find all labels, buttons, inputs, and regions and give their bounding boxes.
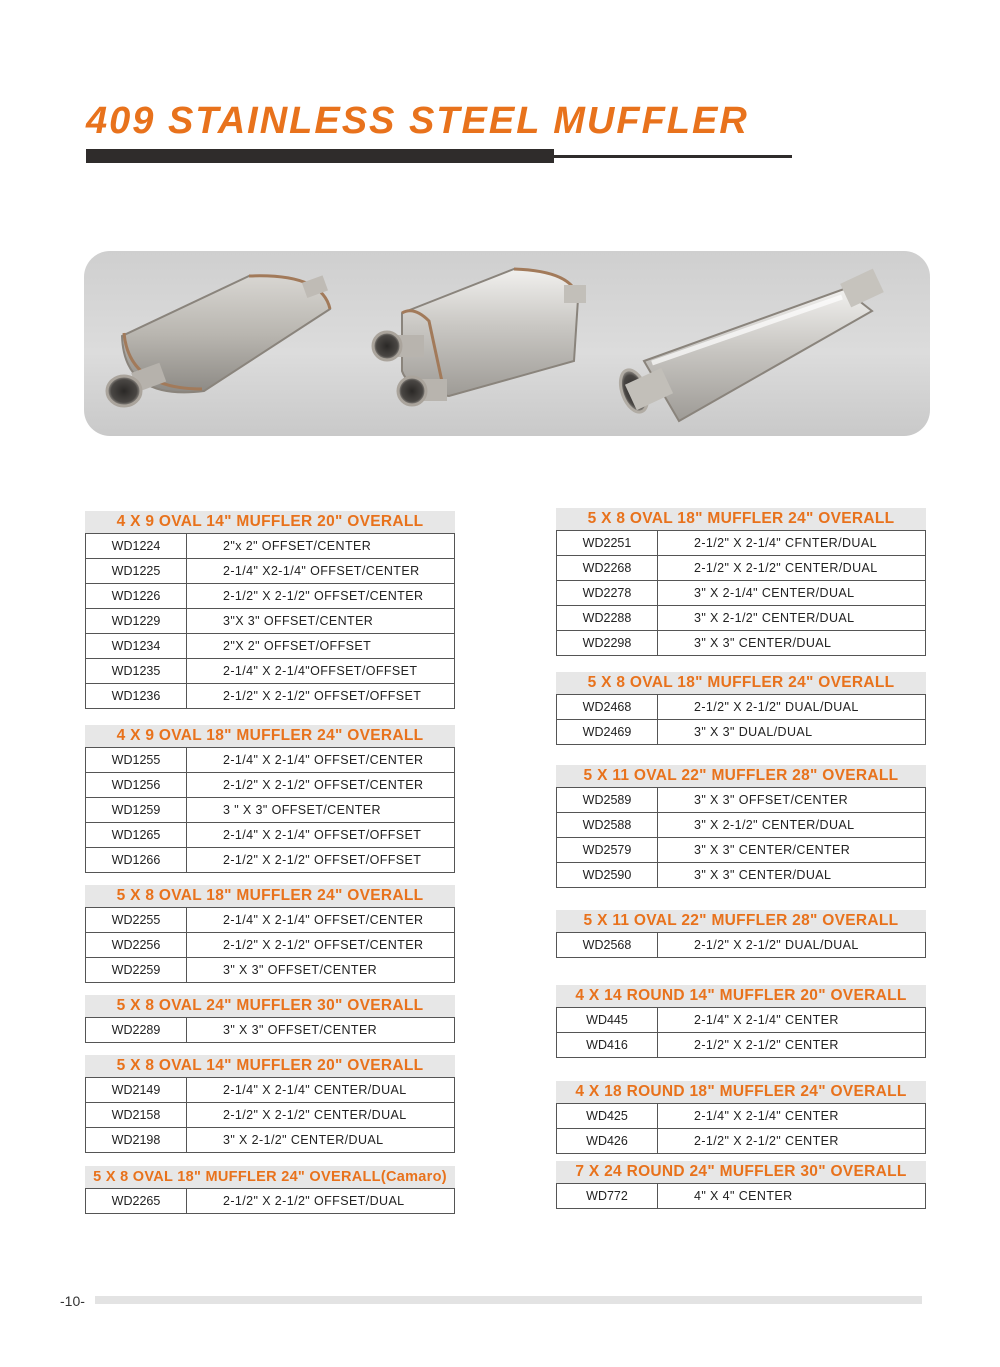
table-row bbox=[86, 534, 455, 559]
part-description: 4" X 4" CENTER bbox=[658, 1184, 926, 1209]
part-number: WD1266 bbox=[86, 848, 187, 873]
part-description: 2-1/2" X 2-1/2" CENTER bbox=[658, 1033, 926, 1058]
part-description: 2-1/2" X 2-1/2" CENTER/DUAL bbox=[658, 556, 926, 581]
spec-table bbox=[556, 1183, 926, 1209]
table-row bbox=[86, 634, 455, 659]
table-row bbox=[86, 933, 455, 958]
table-row bbox=[557, 581, 926, 606]
part-description: 3" X 3" OFFSET/CENTER bbox=[187, 958, 455, 983]
table-row bbox=[557, 788, 926, 813]
spec-section bbox=[85, 995, 455, 1043]
product-photo-band bbox=[84, 251, 930, 436]
part-description: 2-1/2" X 2-1/4" CFNTER/DUAL bbox=[658, 531, 926, 556]
spec-table bbox=[85, 907, 455, 983]
part-number: WD2256 bbox=[86, 933, 187, 958]
spec-section bbox=[556, 765, 926, 888]
section-title: 5 X 11 OVAL 22" MUFFLER 28" OVERALL bbox=[556, 765, 926, 787]
spec-table bbox=[85, 533, 455, 709]
table-row bbox=[86, 609, 455, 634]
part-description: 2-1/2" X 2-1/2" OFFSET/CENTER bbox=[187, 773, 455, 798]
table-row bbox=[86, 1078, 455, 1103]
part-number: WD1259 bbox=[86, 798, 187, 823]
part-number: WD1225 bbox=[86, 559, 187, 584]
part-number: WD1234 bbox=[86, 634, 187, 659]
table-row bbox=[86, 584, 455, 609]
part-description: 2-1/2" X 2-1/2" CENTER bbox=[658, 1129, 926, 1154]
part-description: 3" X 2-1/2" CENTER/DUAL bbox=[658, 606, 926, 631]
section-title: 5 X 8 OVAL 24" MUFFLER 30" OVERALL bbox=[85, 995, 455, 1017]
part-number: WD2469 bbox=[557, 720, 658, 745]
table-row bbox=[557, 813, 926, 838]
part-description: 3" X 3" OFFSET/CENTER bbox=[658, 788, 926, 813]
part-number: WD2278 bbox=[557, 581, 658, 606]
part-description: 3" X 2-1/2" CENTER/DUAL bbox=[187, 1128, 455, 1153]
part-number: WD2198 bbox=[86, 1128, 187, 1153]
part-description: 2-1/4" X 2-1/4"OFFSET/OFFSET bbox=[187, 659, 455, 684]
spec-section bbox=[85, 1166, 455, 1214]
section-title: 5 X 8 OVAL 18" MUFFLER 24" OVERALL bbox=[85, 885, 455, 907]
table-row bbox=[557, 531, 926, 556]
table-row bbox=[557, 720, 926, 745]
spec-table bbox=[556, 1103, 926, 1154]
table-row bbox=[86, 1103, 455, 1128]
footer-bar bbox=[95, 1296, 922, 1304]
part-description: 3" X 2-1/2" CENTER/DUAL bbox=[658, 813, 926, 838]
table-row bbox=[86, 748, 455, 773]
part-description: 3"X 3" OFFSET/CENTER bbox=[187, 609, 455, 634]
part-description: 2-1/4" X 2-1/4" CENTER bbox=[658, 1104, 926, 1129]
table-row bbox=[557, 556, 926, 581]
spec-section bbox=[85, 511, 455, 709]
table-row bbox=[86, 1189, 455, 1214]
table-row bbox=[86, 908, 455, 933]
part-number: WD2251 bbox=[557, 531, 658, 556]
spec-section bbox=[85, 725, 455, 873]
spec-table bbox=[556, 1007, 926, 1058]
part-description: 2-1/4" X 2-1/4" OFFSET/CENTER bbox=[187, 908, 455, 933]
table-row bbox=[86, 798, 455, 823]
spec-section bbox=[556, 508, 926, 656]
table-row bbox=[557, 1129, 926, 1154]
part-number: WD1224 bbox=[86, 534, 187, 559]
round-muffler-image bbox=[615, 269, 884, 421]
part-description: 3 " X 3" OFFSET/CENTER bbox=[187, 798, 455, 823]
dual-outlet-muffler-image bbox=[373, 269, 586, 405]
table-row bbox=[557, 863, 926, 888]
spec-table bbox=[556, 694, 926, 745]
part-number: WD2298 bbox=[557, 631, 658, 656]
part-description: 2-1/4" X 2-1/4" CENTER/DUAL bbox=[187, 1078, 455, 1103]
table-row bbox=[86, 684, 455, 709]
part-description: 3" X 2-1/4" CENTER/DUAL bbox=[658, 581, 926, 606]
page-title: 409 STAINLESS STEEL MUFFLER bbox=[86, 100, 749, 142]
title-underline-thick bbox=[86, 149, 554, 163]
part-number: WD1265 bbox=[86, 823, 187, 848]
oval-muffler-image bbox=[107, 275, 330, 406]
part-number: WD445 bbox=[557, 1008, 658, 1033]
table-row bbox=[557, 838, 926, 863]
spec-section bbox=[556, 910, 926, 958]
part-number: WD416 bbox=[557, 1033, 658, 1058]
part-number: WD2579 bbox=[557, 838, 658, 863]
spec-section bbox=[556, 985, 926, 1058]
table-row bbox=[86, 659, 455, 684]
table-row bbox=[557, 606, 926, 631]
part-number: WD2289 bbox=[86, 1018, 187, 1043]
part-number: WD2288 bbox=[557, 606, 658, 631]
table-row bbox=[557, 1184, 926, 1209]
part-description: 2"x 2" OFFSET/CENTER bbox=[187, 534, 455, 559]
part-number: WD1256 bbox=[86, 773, 187, 798]
part-description: 2-1/4" X2-1/4" OFFSET/CENTER bbox=[187, 559, 455, 584]
title-underline-thin bbox=[554, 155, 792, 158]
section-title: 7 X 24 ROUND 24" MUFFLER 30" OVERALL bbox=[556, 1161, 926, 1183]
section-title: 4 X 9 OVAL 14" MUFFLER 20" OVERALL bbox=[85, 511, 455, 533]
spec-table bbox=[556, 787, 926, 888]
part-description: 3" X 3" CENTER/DUAL bbox=[658, 631, 926, 656]
part-number: WD425 bbox=[557, 1104, 658, 1129]
part-number: WD1235 bbox=[86, 659, 187, 684]
table-row bbox=[86, 1128, 455, 1153]
table-row bbox=[86, 823, 455, 848]
spec-section bbox=[85, 885, 455, 983]
spec-table bbox=[85, 1188, 455, 1214]
part-number: WD2255 bbox=[86, 908, 187, 933]
part-description: 2-1/2" X 2-1/2" OFFSET/OFFSET bbox=[187, 848, 455, 873]
spec-section bbox=[556, 1161, 926, 1209]
part-number: WD2588 bbox=[557, 813, 658, 838]
part-number: WD1255 bbox=[86, 748, 187, 773]
part-number: WD1229 bbox=[86, 609, 187, 634]
spec-table bbox=[556, 530, 926, 656]
section-title: 4 X 14 ROUND 14" MUFFLER 20" OVERALL bbox=[556, 985, 926, 1007]
part-number: WD2590 bbox=[557, 863, 658, 888]
spec-section bbox=[85, 1055, 455, 1153]
part-description: 2-1/4" X 2-1/4" OFFSET/OFFSET bbox=[187, 823, 455, 848]
part-number: WD1226 bbox=[86, 584, 187, 609]
part-number: WD2568 bbox=[557, 933, 658, 958]
table-row bbox=[557, 1104, 926, 1129]
part-description: 2-1/2" X 2-1/2" OFFSET/CENTER bbox=[187, 933, 455, 958]
part-number: WD2468 bbox=[557, 695, 658, 720]
part-description: 2-1/2" X 2-1/2" OFFSET/DUAL bbox=[187, 1189, 455, 1214]
part-description: 3" X 3" DUAL/DUAL bbox=[658, 720, 926, 745]
part-number: WD2268 bbox=[557, 556, 658, 581]
spec-section bbox=[556, 1081, 926, 1154]
part-description: 3" X 3" CENTER/DUAL bbox=[658, 863, 926, 888]
section-title: 5 X 11 OVAL 22" MUFFLER 28" OVERALL bbox=[556, 910, 926, 932]
part-number: WD2265 bbox=[86, 1189, 187, 1214]
part-number: WD2149 bbox=[86, 1078, 187, 1103]
part-description: 2-1/4" X 2-1/4" OFFSET/CENTER bbox=[187, 748, 455, 773]
spec-table bbox=[85, 747, 455, 873]
table-row bbox=[86, 559, 455, 584]
part-number: WD772 bbox=[557, 1184, 658, 1209]
table-row bbox=[557, 695, 926, 720]
part-description: 2-1/2" X 2-1/2" DUAL/DUAL bbox=[658, 933, 926, 958]
section-title: 5 X 8 OVAL 14" MUFFLER 20" OVERALL bbox=[85, 1055, 455, 1077]
table-row bbox=[557, 1008, 926, 1033]
part-description: 2"X 2" OFFSET/OFFSET bbox=[187, 634, 455, 659]
part-description: 2-1/2" X 2-1/2" DUAL/DUAL bbox=[658, 695, 926, 720]
page-number: -10- bbox=[60, 1293, 85, 1309]
part-number: WD426 bbox=[557, 1129, 658, 1154]
section-title: 5 X 8 OVAL 18" MUFFLER 24" OVERALL bbox=[556, 672, 926, 694]
section-title: 5 X 8 OVAL 18" MUFFLER 24" OVERALL(Camaro) bbox=[85, 1166, 455, 1188]
part-description: 2-1/2" X 2-1/2" OFFSET/CENTER bbox=[187, 584, 455, 609]
table-row bbox=[557, 933, 926, 958]
spec-section bbox=[556, 672, 926, 745]
section-title: 4 X 9 OVAL 18" MUFFLER 24" OVERALL bbox=[85, 725, 455, 747]
table-row bbox=[86, 848, 455, 873]
table-row bbox=[557, 1033, 926, 1058]
part-description: 2-1/4" X 2-1/4" CENTER bbox=[658, 1008, 926, 1033]
part-description: 3" X 3" CENTER/CENTER bbox=[658, 838, 926, 863]
table-row bbox=[557, 631, 926, 656]
part-number: WD1236 bbox=[86, 684, 187, 709]
table-row bbox=[86, 1018, 455, 1043]
part-description: 2-1/2" X 2-1/2" CENTER/DUAL bbox=[187, 1103, 455, 1128]
part-description: 2-1/2" X 2-1/2" OFFSET/OFFSET bbox=[187, 684, 455, 709]
part-number: WD2259 bbox=[86, 958, 187, 983]
part-description: 3" X 3" OFFSET/CENTER bbox=[187, 1018, 455, 1043]
table-row bbox=[86, 958, 455, 983]
spec-table bbox=[556, 932, 926, 958]
spec-table bbox=[85, 1077, 455, 1153]
spec-table bbox=[85, 1017, 455, 1043]
part-number: WD2158 bbox=[86, 1103, 187, 1128]
table-row bbox=[86, 773, 455, 798]
section-title: 4 X 18 ROUND 18" MUFFLER 24" OVERALL bbox=[556, 1081, 926, 1103]
part-number: WD2589 bbox=[557, 788, 658, 813]
section-title: 5 X 8 OVAL 18" MUFFLER 24" OVERALL bbox=[556, 508, 926, 530]
